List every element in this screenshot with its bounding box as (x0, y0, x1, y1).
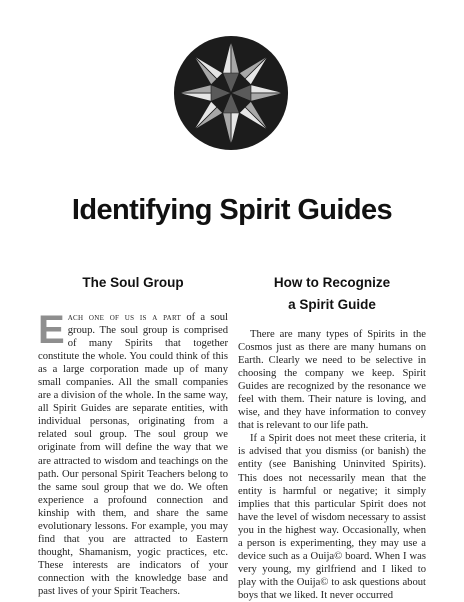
soul-group-body: of a soul group. The soul group is comprised of many Spirits that together constitute the whole. You could think of this as a large corporation made up of many small companies. All the small companies are a division of the whole. In the same way, all Spirit Guides are separate entities, with individual personas, originating from a related soul group. The soul group we originate from will define the way that we are attracted to wisdom and teachings on the path. Our personal Spirit Teachers belong to the same soul group that we do. We often experience a profound connection and kinship with them, and share the same evolutionary lessons. For example, you may find that you are attracted to Eastern thought, Shamanism, yogic practices, etc. These interests are indicators of your connection with the knowledge base and past lives of your Spirit Teachers. (38, 312, 228, 597)
right-column (238, 272, 426, 602)
left-column (38, 272, 228, 598)
recognize-paragraph-1: There are many types of Spirits in the Cosmos just as there are many humans on Earth. Clearly we need to be selective in choosing the company we keep. Spirit Guides are recognized by the resonance we feel with them. Their nature is loving, and wise, and they have information to convey that is relevant to our life path. (238, 329, 426, 432)
page-title: Identifying Spirit Guides (71, 194, 393, 226)
soul-group-heading: The Soul Group (82, 275, 184, 290)
drop-cap: E (38, 308, 65, 352)
eight-pointed-star (178, 40, 284, 146)
lead-in-text: ach one of us is a part (67, 312, 182, 323)
soul-group-paragraph (38, 308, 228, 598)
recognize-heading-line1: How to Recognize (273, 275, 391, 290)
recognize-paragraph-2: If a Spirit does not meet these criteria, it is advised that you dismiss (or banish) the entity (see Banishing Uninvited Spirits). This does not necessarily mean that the entity is harmful or negative; it simply implies that this particular Spirit does not have the level of wisdom necessary to assist you in the highest way. Occasionally, when a person is experimenting, they may use a device such as a Ouija© board. When I was very young, my girlfriend and I liked to play with the Ouija© to ask questions about boys that we liked. It never occurred (238, 433, 426, 601)
recognize-heading-line2: a Spirit Guide (288, 297, 376, 312)
recognize-body (238, 328, 426, 602)
star-emblem-icon (172, 34, 290, 152)
